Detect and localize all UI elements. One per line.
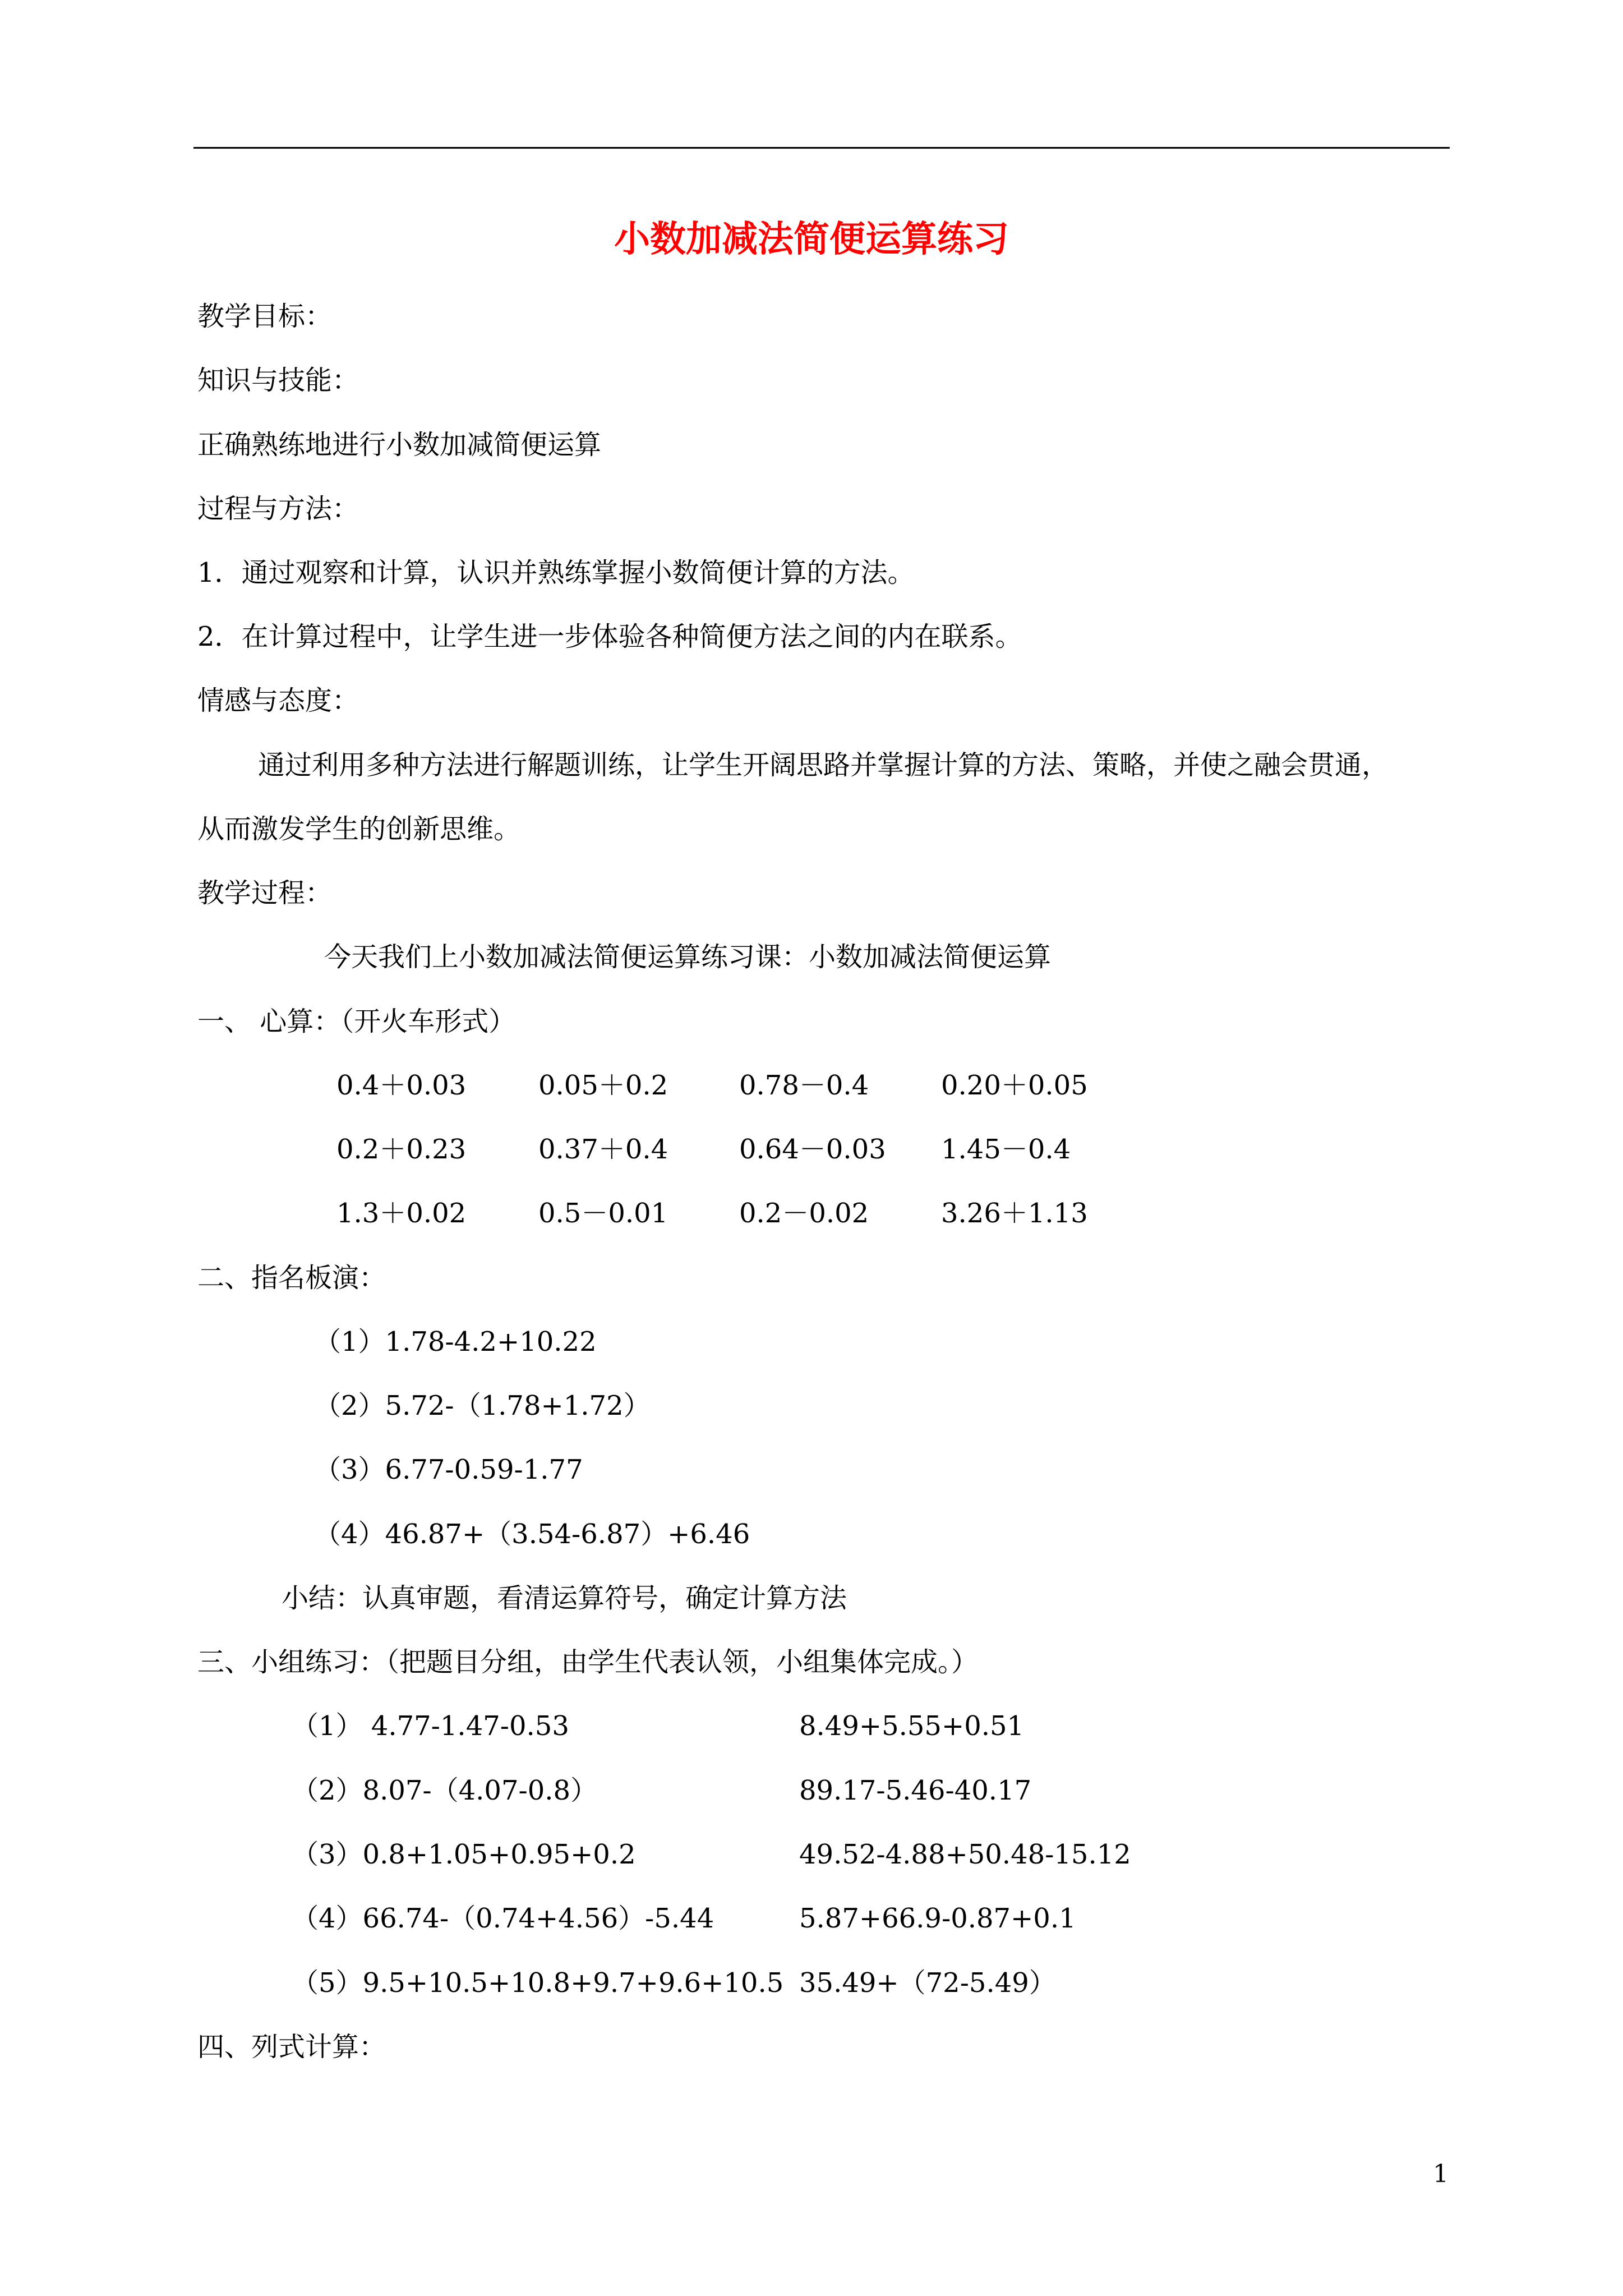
mental-calc-item: 0.64－0.03 [739, 1134, 886, 1165]
knowledge-text: 正确熟练地进行小数加减简便运算 [197, 429, 602, 461]
mental-calc-item: 0.05＋0.2 [538, 1070, 668, 1101]
mental-calc-item: 0.78－0.4 [739, 1070, 869, 1101]
mental-calc-item: 0.2＋0.23 [336, 1134, 467, 1165]
group-exercise-item: 8.49+5.55+0.51 [799, 1710, 1025, 1742]
group-exercise-item: 89.17-5.46-40.17 [799, 1775, 1032, 1806]
section-1-heading: 一、 心算：（开火车形式） [197, 1006, 516, 1037]
section-2-summary: 小结：认真审题，看清运算符号，确定计算方法 [282, 1582, 847, 1614]
mental-calc-item: 3.26＋1.13 [941, 1198, 1088, 1229]
process-heading: 过程与方法： [197, 493, 359, 524]
emotion-text-line-2: 从而激发学生的创新思维。 [197, 813, 521, 845]
goals-heading: 教学目标： [197, 301, 333, 332]
section-4-heading: 四、列式计算： [197, 2031, 386, 2063]
process-item-2: 2．在计算过程中，让学生进一步体验各种简便方法之间的内在联系。 [197, 621, 1022, 652]
mental-calc-item: 0.5－0.01 [538, 1198, 668, 1229]
mental-calc-item: 0.37＋0.4 [538, 1134, 668, 1165]
document-title: 小数加减法简便运算练习 [614, 218, 1009, 260]
group-exercise-item: （1） 4.77-1.47-0.53 [292, 1710, 569, 1742]
mental-calc-item: 0.20＋0.05 [941, 1070, 1088, 1101]
board-problem: （3）6.77-0.59-1.77 [314, 1454, 583, 1485]
emotion-text-line-1: 通过利用多种方法进行解题训练，让学生开阔思路并掌握计算的方法、策略，并使之融会贯通， [258, 749, 1389, 781]
group-exercise-item: 49.52-4.88+50.48-15.12 [799, 1839, 1131, 1870]
board-problem: （1）1.78-4.2+10.22 [314, 1326, 597, 1358]
mental-calc-item: 1.45－0.4 [941, 1134, 1071, 1165]
mental-calc-item: 0.2－0.02 [739, 1198, 869, 1229]
page-number: 1 [1433, 2160, 1449, 2188]
group-exercise-item: （4）66.74-（0.74+4.56）-5.44 [292, 1903, 714, 1934]
mental-calc-item: 0.4＋0.03 [336, 1070, 467, 1101]
group-exercise-item: （3）0.8+1.05+0.95+0.2 [292, 1839, 636, 1870]
emotion-heading: 情感与态度： [197, 685, 359, 716]
group-exercise-item: 35.49+（72-5.49） [799, 1967, 1056, 1999]
teaching-process-intro: 今天我们上小数加减法简便运算练习课：小数加减法简便运算 [324, 941, 1052, 973]
mental-calc-item: 1.3＋0.02 [336, 1198, 467, 1229]
section-2-heading: 二、指名板演： [197, 1262, 386, 1294]
group-exercise-item: （2）8.07-（4.07-0.8） [292, 1775, 598, 1806]
section-3-heading: 三、小组练习：（把题目分组，由学生代表认领，小组集体完成。） [197, 1646, 979, 1678]
knowledge-heading: 知识与技能： [197, 365, 359, 396]
header-rule [193, 147, 1450, 149]
group-exercise-item: （5）9.5+10.5+10.8+9.7+9.6+10.5 [292, 1967, 784, 1999]
board-problem: （2）5.72-（1.78+1.72） [314, 1390, 651, 1421]
group-exercise-item: 5.87+66.9-0.87+0.1 [799, 1903, 1076, 1934]
process-item-1: 1．通过观察和计算，认识并熟练掌握小数简便计算的方法。 [197, 557, 915, 588]
teaching-process-heading: 教学过程： [197, 877, 333, 909]
board-problem: （4）46.87+（3.54-6.87）+6.46 [314, 1519, 750, 1550]
